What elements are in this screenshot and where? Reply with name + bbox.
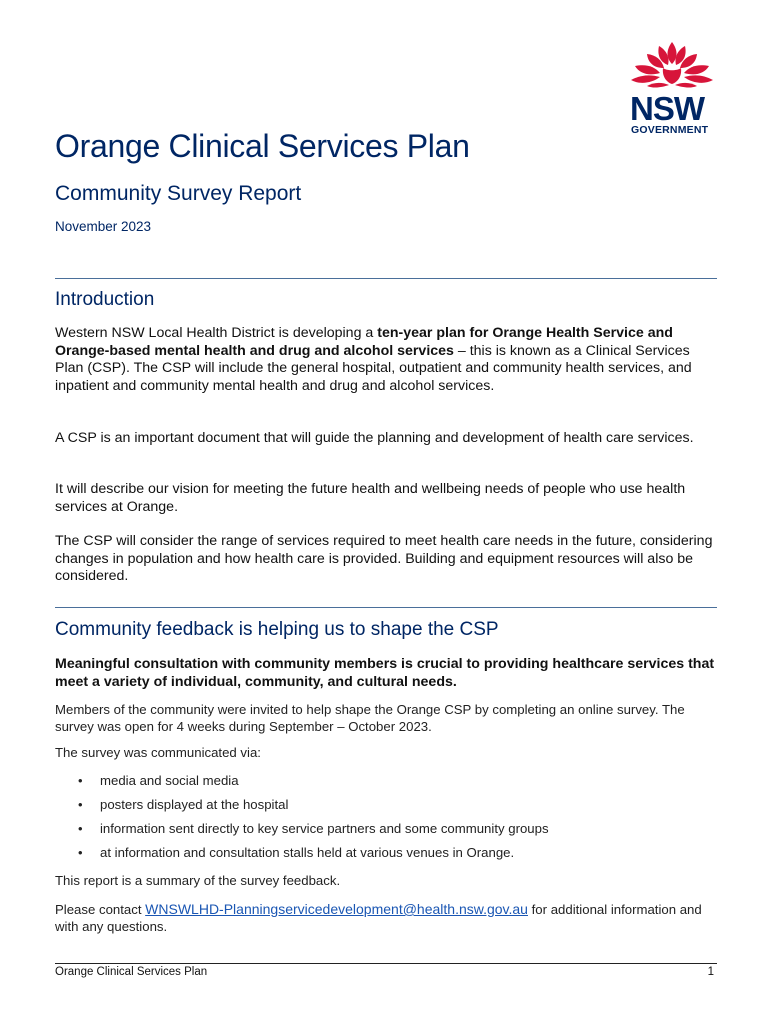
logo-nsw-text: NSW xyxy=(630,90,704,127)
intro-paragraph-2: A CSP is an important document that will guide the planning and development of health care services. xyxy=(55,430,694,446)
bullet-icon: • xyxy=(78,845,83,860)
footer-document-title: Orange Clinical Services Plan xyxy=(55,966,208,978)
contact-paragraph xyxy=(55,901,720,935)
intro-paragraph-3: It will describe our vision for meeting the future health and wellbeing needs of people who use health services at Orange. xyxy=(55,481,686,515)
feedback-lead-paragraph: Meaningful consultation with community members is crucial to providing healthcare services that meet a variety of individual, community, and cultural needs. xyxy=(55,656,715,690)
waratah-flower-icon xyxy=(627,40,717,92)
list-item-text: information sent directly to key service partners and some community groups xyxy=(100,821,549,836)
bullet-icon: • xyxy=(78,797,83,812)
report-date: November 2023 xyxy=(55,219,152,234)
section-divider xyxy=(55,278,717,279)
communication-channels-list xyxy=(55,772,720,868)
page-title: Orange Clinical Services Plan xyxy=(55,128,470,164)
intro-p1-text-a: Western NSW Local Health District is developing a xyxy=(55,325,378,341)
intro-paragraph-1 xyxy=(55,325,720,395)
contact-text-post: for additional information and with any questions. xyxy=(55,902,702,934)
list-item xyxy=(55,820,720,844)
list-item-text: media and social media xyxy=(100,773,239,788)
community-feedback-heading: Community feedback is helping us to shape the CSP xyxy=(55,619,499,640)
feedback-paragraph-2: The survey was communicated via: xyxy=(55,745,261,760)
bullet-icon: • xyxy=(78,773,83,788)
intro-paragraph-4: The CSP will consider the range of services required to meet health care needs in the future, considering changes in population and how health care is provided. Building and equipment resources will also be considered. xyxy=(55,533,713,585)
intro-p1-bold: ten-year plan for Orange Health Service and Orange-based mental health and drug and alcohol services xyxy=(55,325,673,359)
list-item xyxy=(55,844,720,868)
list-item xyxy=(55,796,720,820)
feedback-paragraph-1: Members of the community were invited to help shape the Orange CSP by completing an online survey. The survey was open for 4 weeks during September – October 2023. xyxy=(55,702,685,734)
intro-p1-text-c: – this is known as a Clinical Services Plan (CSP). The CSP will include the general hospital, outpatient and community health services, and inpatient and community mental health and drug and alcohol services. xyxy=(55,342,692,394)
contact-email-link[interactable]: WNSWLHD-Planningservicedevelopment@health.nsw.gov.au xyxy=(145,901,528,917)
page-subtitle: Community Survey Report xyxy=(55,182,302,205)
logo-government-text: GOVERNMENT xyxy=(631,124,709,136)
bullet-icon: • xyxy=(78,821,83,836)
footer-divider xyxy=(55,963,717,964)
contact-text-pre: Please contact xyxy=(55,902,146,917)
page-number: 1 xyxy=(707,966,714,978)
section-divider xyxy=(55,607,717,608)
feedback-paragraph-3: This report is a summary of the survey feedback. xyxy=(55,873,341,888)
introduction-heading: Introduction xyxy=(55,289,155,310)
list-item-text: posters displayed at the hospital xyxy=(100,797,289,812)
list-item-text: at information and consultation stalls held at various venues in Orange. xyxy=(100,845,515,860)
list-item xyxy=(55,772,720,796)
nsw-government-logo xyxy=(627,40,719,136)
